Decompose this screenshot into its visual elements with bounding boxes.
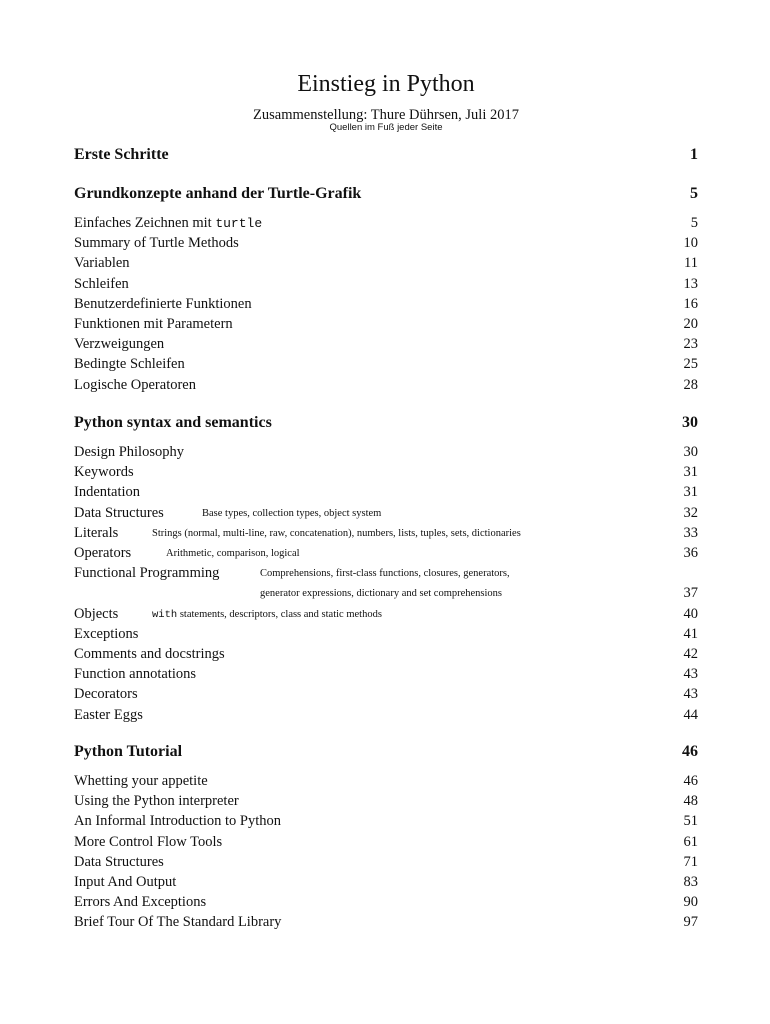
toc-entry bbox=[74, 771, 698, 791]
entry-title: Input And Output bbox=[74, 874, 177, 890]
entry-page-number: 40 bbox=[683, 605, 698, 622]
section-page-number: 46 bbox=[682, 743, 698, 760]
entry-title: Using the Python interpreter bbox=[74, 793, 239, 810]
entry-title: Errors And Exceptions bbox=[74, 894, 207, 911]
entry-code: turtle bbox=[215, 216, 263, 231]
entry-title: Decorators bbox=[74, 686, 138, 703]
toc-entry bbox=[74, 482, 698, 502]
entry-page-number: 61 bbox=[683, 833, 698, 850]
entry-page-number: 46 bbox=[683, 773, 698, 789]
entry-description-continued: generator expressions, dictionary and set comprehensions bbox=[260, 588, 503, 600]
toc-entry bbox=[74, 832, 698, 852]
section-page-number: 30 bbox=[682, 414, 698, 431]
entry-page-number: 23 bbox=[683, 336, 698, 353]
entry-title: Funktionen mit Parametern bbox=[74, 316, 233, 332]
entry-title: Einfaches Zeichnen mit turtle bbox=[74, 215, 263, 231]
toc-entry bbox=[74, 684, 698, 704]
entry-title: Operators bbox=[74, 545, 132, 561]
toc-entry bbox=[74, 334, 698, 354]
toc-entry bbox=[74, 644, 698, 664]
toc-entry bbox=[74, 543, 698, 563]
entry-description: Comprehensions, first-class functions, closures, generators, bbox=[260, 568, 510, 580]
entry-title: Schleifen bbox=[74, 275, 129, 292]
entry-page-number: 31 bbox=[683, 464, 698, 481]
toc-entry bbox=[74, 892, 698, 912]
toc-entry bbox=[74, 604, 698, 624]
description-code: with bbox=[152, 608, 178, 621]
section-title: Python syntax and semantics bbox=[74, 414, 272, 431]
entry-title: More Control Flow Tools bbox=[74, 833, 223, 850]
toc-section bbox=[74, 411, 698, 435]
entry-description: Strings (normal, multi-line, raw, concatenation), numbers, lists, tuples, sets, dictionaries bbox=[152, 527, 521, 539]
entry-page-number: 32 bbox=[683, 504, 698, 521]
entry-page-number: 43 bbox=[683, 686, 698, 703]
toc-entry bbox=[74, 811, 698, 831]
entry-title: Indentation bbox=[74, 484, 141, 501]
entry-title: Function annotations bbox=[74, 666, 197, 683]
entry-page-number: 51 bbox=[683, 813, 698, 830]
document-subtitle: Zusammenstellung: Thure Dührsen, Juli 2017 bbox=[253, 107, 519, 123]
toc-entry bbox=[74, 233, 698, 253]
toc-entry bbox=[74, 213, 698, 233]
section-page-number: 1 bbox=[690, 146, 698, 163]
entry-page-number: 20 bbox=[683, 316, 698, 332]
entry-page-number: 44 bbox=[683, 706, 698, 723]
entry-page-number: 90 bbox=[683, 894, 698, 911]
entry-page-number: 13 bbox=[683, 275, 698, 292]
toc-entry bbox=[74, 705, 698, 725]
entry-page-number: 25 bbox=[683, 356, 698, 373]
toc-entry bbox=[74, 852, 698, 872]
toc-entry bbox=[74, 872, 698, 892]
entry-page-number: 10 bbox=[683, 235, 698, 252]
entry-page-number: 42 bbox=[683, 646, 698, 662]
toc-entry-continued bbox=[74, 583, 698, 603]
entry-page-number: 83 bbox=[683, 874, 698, 890]
entry-title: Keywords bbox=[74, 464, 134, 481]
entry-title: Literals bbox=[74, 524, 119, 541]
entry-title: Benutzerdefinierte Funktionen bbox=[74, 295, 252, 312]
entry-title: Easter Eggs bbox=[74, 706, 143, 723]
toc-entry bbox=[74, 274, 698, 294]
entry-title: Functional Programming bbox=[74, 565, 220, 582]
entry-page-number: 11 bbox=[684, 255, 698, 272]
toc-section bbox=[74, 143, 698, 167]
toc-entry bbox=[74, 503, 698, 523]
entry-page-number: 43 bbox=[683, 666, 698, 683]
entry-page-number: 30 bbox=[683, 444, 698, 460]
toc-section bbox=[74, 740, 698, 764]
section-page-number: 5 bbox=[690, 185, 698, 202]
entry-title: Exceptions bbox=[74, 625, 139, 642]
entry-title: Comments and docstrings bbox=[74, 646, 225, 662]
entry-page-number: 97 bbox=[683, 914, 698, 931]
entry-title: Brief Tour Of The Standard Library bbox=[74, 914, 282, 931]
toc-section bbox=[74, 182, 698, 206]
section-title: Python Tutorial bbox=[74, 743, 183, 760]
entry-page-number: 16 bbox=[683, 295, 698, 312]
entry-page-number: 41 bbox=[683, 625, 698, 642]
toc-entry bbox=[74, 294, 698, 314]
toc-entry bbox=[74, 563, 698, 583]
entry-title: Data Structures bbox=[74, 504, 164, 521]
toc-entry bbox=[74, 523, 698, 543]
toc-entry bbox=[74, 314, 698, 334]
sources-note: Quellen im Fuß jeder Seite bbox=[329, 122, 443, 133]
entry-page-number: 33 bbox=[683, 524, 698, 541]
entry-title: Bedingte Schleifen bbox=[74, 356, 185, 373]
section-title: Grundkonzepte anhand der Turtle-Grafik bbox=[74, 185, 362, 202]
entry-page-number: 31 bbox=[683, 484, 698, 501]
entry-page-number: 48 bbox=[683, 793, 698, 810]
section-title: Erste Schritte bbox=[74, 146, 169, 163]
entry-title: Objects bbox=[74, 605, 119, 622]
entry-title: Verzweigungen bbox=[74, 336, 165, 353]
entry-description: Base types, collection types, object system bbox=[202, 507, 382, 519]
entry-title: Variablen bbox=[74, 255, 130, 272]
toc-entry bbox=[74, 462, 698, 482]
toc-entry bbox=[74, 354, 698, 374]
entry-page-number: 28 bbox=[683, 376, 698, 393]
entry-page-number: 5 bbox=[690, 215, 698, 231]
entry-title: Summary of Turtle Methods bbox=[74, 235, 239, 252]
entry-description: with statements, descriptors, class and static methods bbox=[152, 608, 382, 621]
document-title: Einstieg in Python bbox=[297, 71, 475, 97]
entry-title: Design Philosophy bbox=[74, 444, 184, 460]
toc-entry bbox=[74, 664, 698, 684]
toc-entry bbox=[74, 912, 698, 932]
entry-title: Logische Operatoren bbox=[74, 376, 196, 393]
toc-entry bbox=[74, 442, 698, 462]
toc-entry bbox=[74, 624, 698, 644]
toc-entry bbox=[74, 253, 698, 273]
entry-title: Data Structures bbox=[74, 853, 164, 870]
toc-entry bbox=[74, 791, 698, 811]
toc-entry bbox=[74, 375, 698, 395]
entry-description: Arithmetic, comparison, logical bbox=[166, 548, 300, 559]
entry-page-number: 36 bbox=[683, 545, 698, 561]
entry-page-number: 71 bbox=[683, 853, 698, 870]
entry-title: An Informal Introduction to Python bbox=[74, 813, 282, 830]
entry-title: Whetting your appetite bbox=[74, 773, 208, 789]
entry-page-number: 37 bbox=[683, 585, 698, 602]
